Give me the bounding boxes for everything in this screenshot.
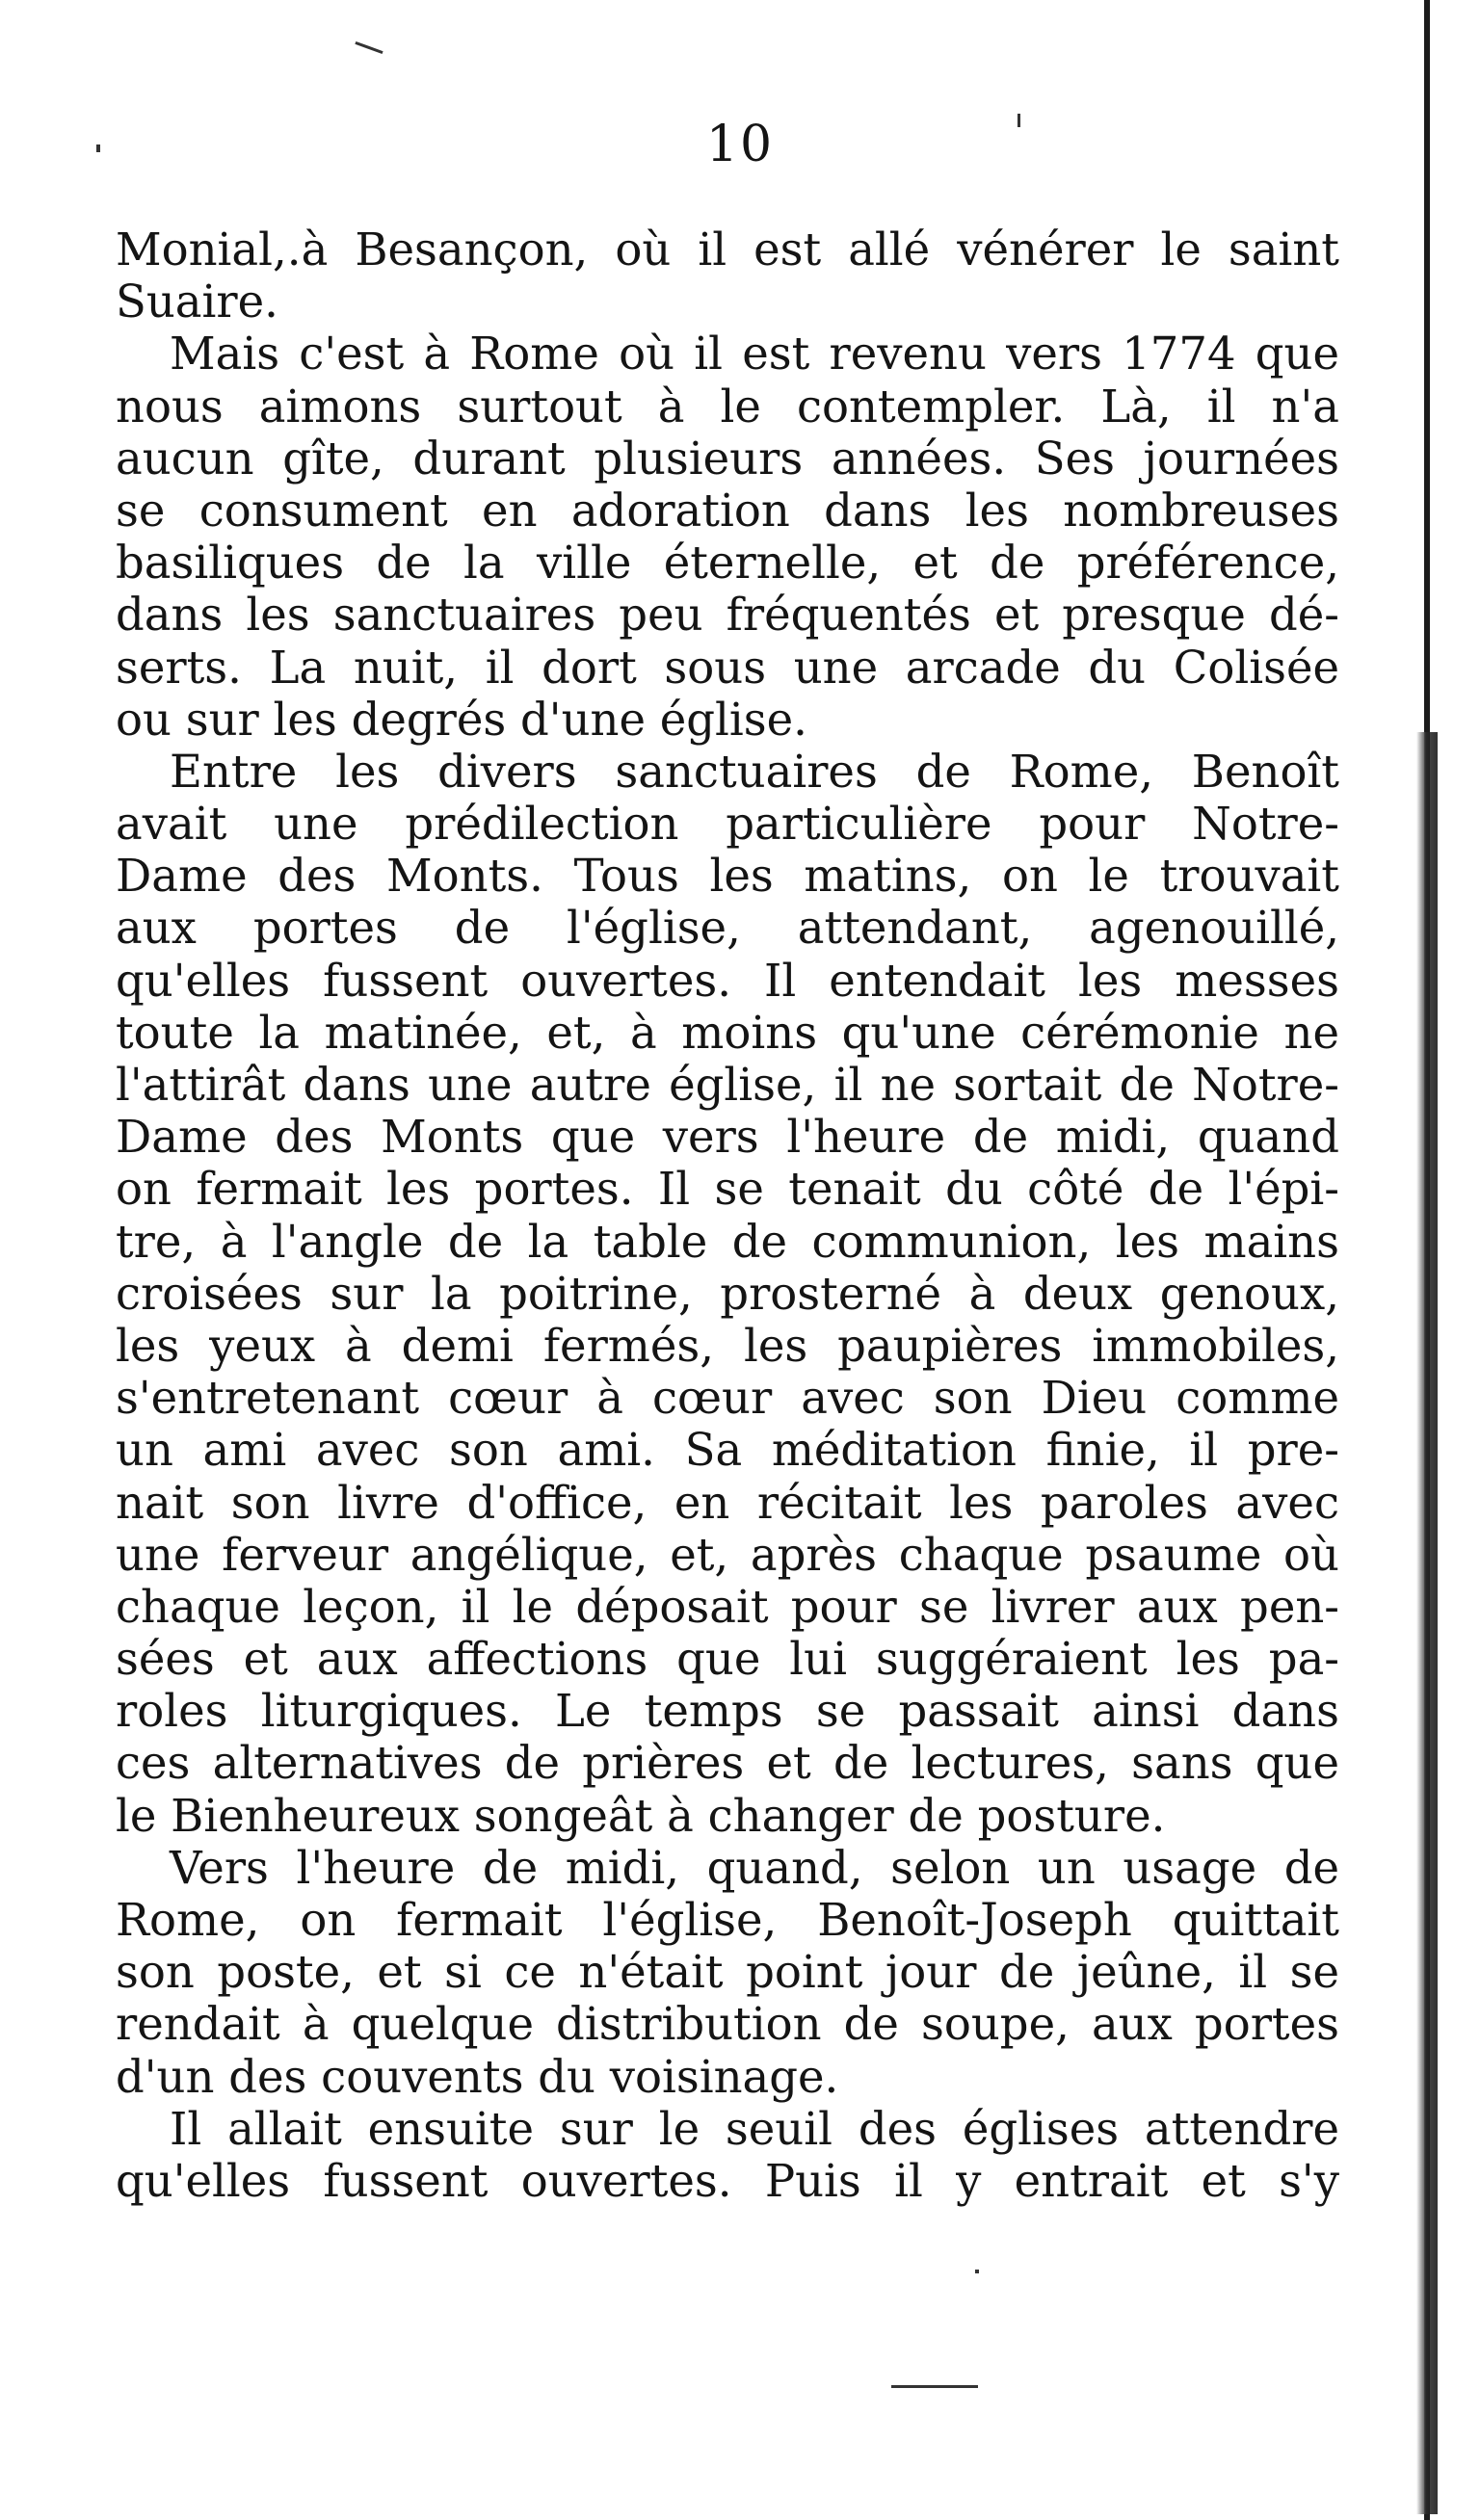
text-line: Entre les divers sanctuaires de Rome, Benoît bbox=[170, 745, 1339, 798]
text-line: croisées sur la poitrine, prosterné à deux genoux, bbox=[116, 1267, 1339, 1320]
text-line: les yeux à demi fermés, les paupières immobiles, bbox=[116, 1319, 1339, 1372]
text-line: se consument en adoration dans les nombreuses bbox=[116, 484, 1339, 537]
text-line: basiliques de la ville éternelle, et de préférence, bbox=[116, 537, 1339, 590]
text-line: d'un des couvents du voisinage. bbox=[116, 2050, 839, 2103]
scan-speck bbox=[96, 144, 100, 152]
text-line: Il allait ensuite sur le seuil des églises attendre bbox=[170, 2102, 1339, 2155]
text-line: l'attirât dans une autre église, il ne sortait de Notre- bbox=[116, 1059, 1339, 1111]
text-line: ces alternatives de prières et de lectures, sans que bbox=[116, 1737, 1339, 1790]
text-line: rendait à quelque distribution de soupe, aux portes bbox=[116, 1998, 1339, 2051]
printer-dash bbox=[891, 2385, 978, 2388]
text-line: nous aimons surtout à le contempler. Là, il n'a bbox=[116, 380, 1339, 433]
text-line: un ami avec son ami. Sa méditation finie, il pre- bbox=[116, 1424, 1339, 1477]
text-line: toute la matinée, et, à moins qu'une cérémonie ne bbox=[116, 1006, 1339, 1059]
body-text bbox=[116, 223, 1339, 2207]
scan-speck bbox=[975, 2270, 979, 2273]
text-line: ou sur les degrés d'une église. bbox=[116, 693, 807, 746]
text-line: on fermait les portes. Il se tenait du côté de l'épi- bbox=[116, 1163, 1339, 1216]
text-line: le Bienheureux songeât à changer de posture. bbox=[116, 1789, 1166, 1842]
text-line: qu'elles fussent ouvertes. Il entendait les messes bbox=[116, 954, 1339, 1007]
scan-speck bbox=[355, 41, 383, 54]
scan-speck bbox=[1018, 114, 1020, 127]
text-line: une ferveur angélique, et, après chaque psaume où bbox=[116, 1528, 1339, 1581]
text-line: Mais c'est à Rome où il est revenu vers 1774 que bbox=[170, 328, 1339, 381]
text-line: Monial,.à Besançon, où il est allé vénérer le saint bbox=[116, 223, 1339, 276]
text-line: dans les sanctuaires peu fréquentés et presque dé- bbox=[116, 589, 1339, 642]
text-line: roles liturgiques. Le temps se passait ainsi dans bbox=[116, 1685, 1339, 1738]
text-line: Rome, on fermait l'église, Benoît-Joseph quittait bbox=[116, 1894, 1339, 1946]
text-line: serts. La nuit, il dort sous une arcade du Colisée bbox=[116, 641, 1339, 694]
page-number: 10 bbox=[705, 116, 775, 173]
text-line: Dame des Monts que vers l'heure de midi, quand bbox=[116, 1111, 1339, 1164]
text-line: aucun gîte, durant plusieurs années. Ses journées bbox=[116, 432, 1339, 485]
text-line: sées et aux affections que lui suggéraient les pa- bbox=[116, 1633, 1339, 1686]
text-line: chaque leçon, il le déposait pour se livrer aux pen- bbox=[116, 1580, 1339, 1633]
text-line: s'entretenant cœur à cœur avec son Dieu comme bbox=[116, 1372, 1339, 1425]
text-line: Dame des Monts. Tous les matins, on le trouvait bbox=[116, 850, 1339, 903]
text-line: Vers l'heure de midi, quand, selon un usage de bbox=[170, 1841, 1339, 1894]
text-line: son poste, et si ce n'était point jour de jeûne, il se bbox=[116, 1946, 1339, 1999]
text-line: tre, à l'angle de la table de communion, les mains bbox=[116, 1215, 1339, 1268]
text-line: nait son livre d'office, en récitait les paroles avec bbox=[116, 1476, 1339, 1529]
text-line: aux portes de l'église, attendant, agenouillé, bbox=[116, 902, 1339, 955]
binding-shadow bbox=[1416, 732, 1438, 2514]
text-line: Suaire. bbox=[116, 276, 278, 328]
text-line: avait une prédilection particulière pour Notre- bbox=[116, 798, 1339, 851]
text-line: qu'elles fussent ouvertes. Puis il y entrait et s'y bbox=[116, 2154, 1339, 2207]
